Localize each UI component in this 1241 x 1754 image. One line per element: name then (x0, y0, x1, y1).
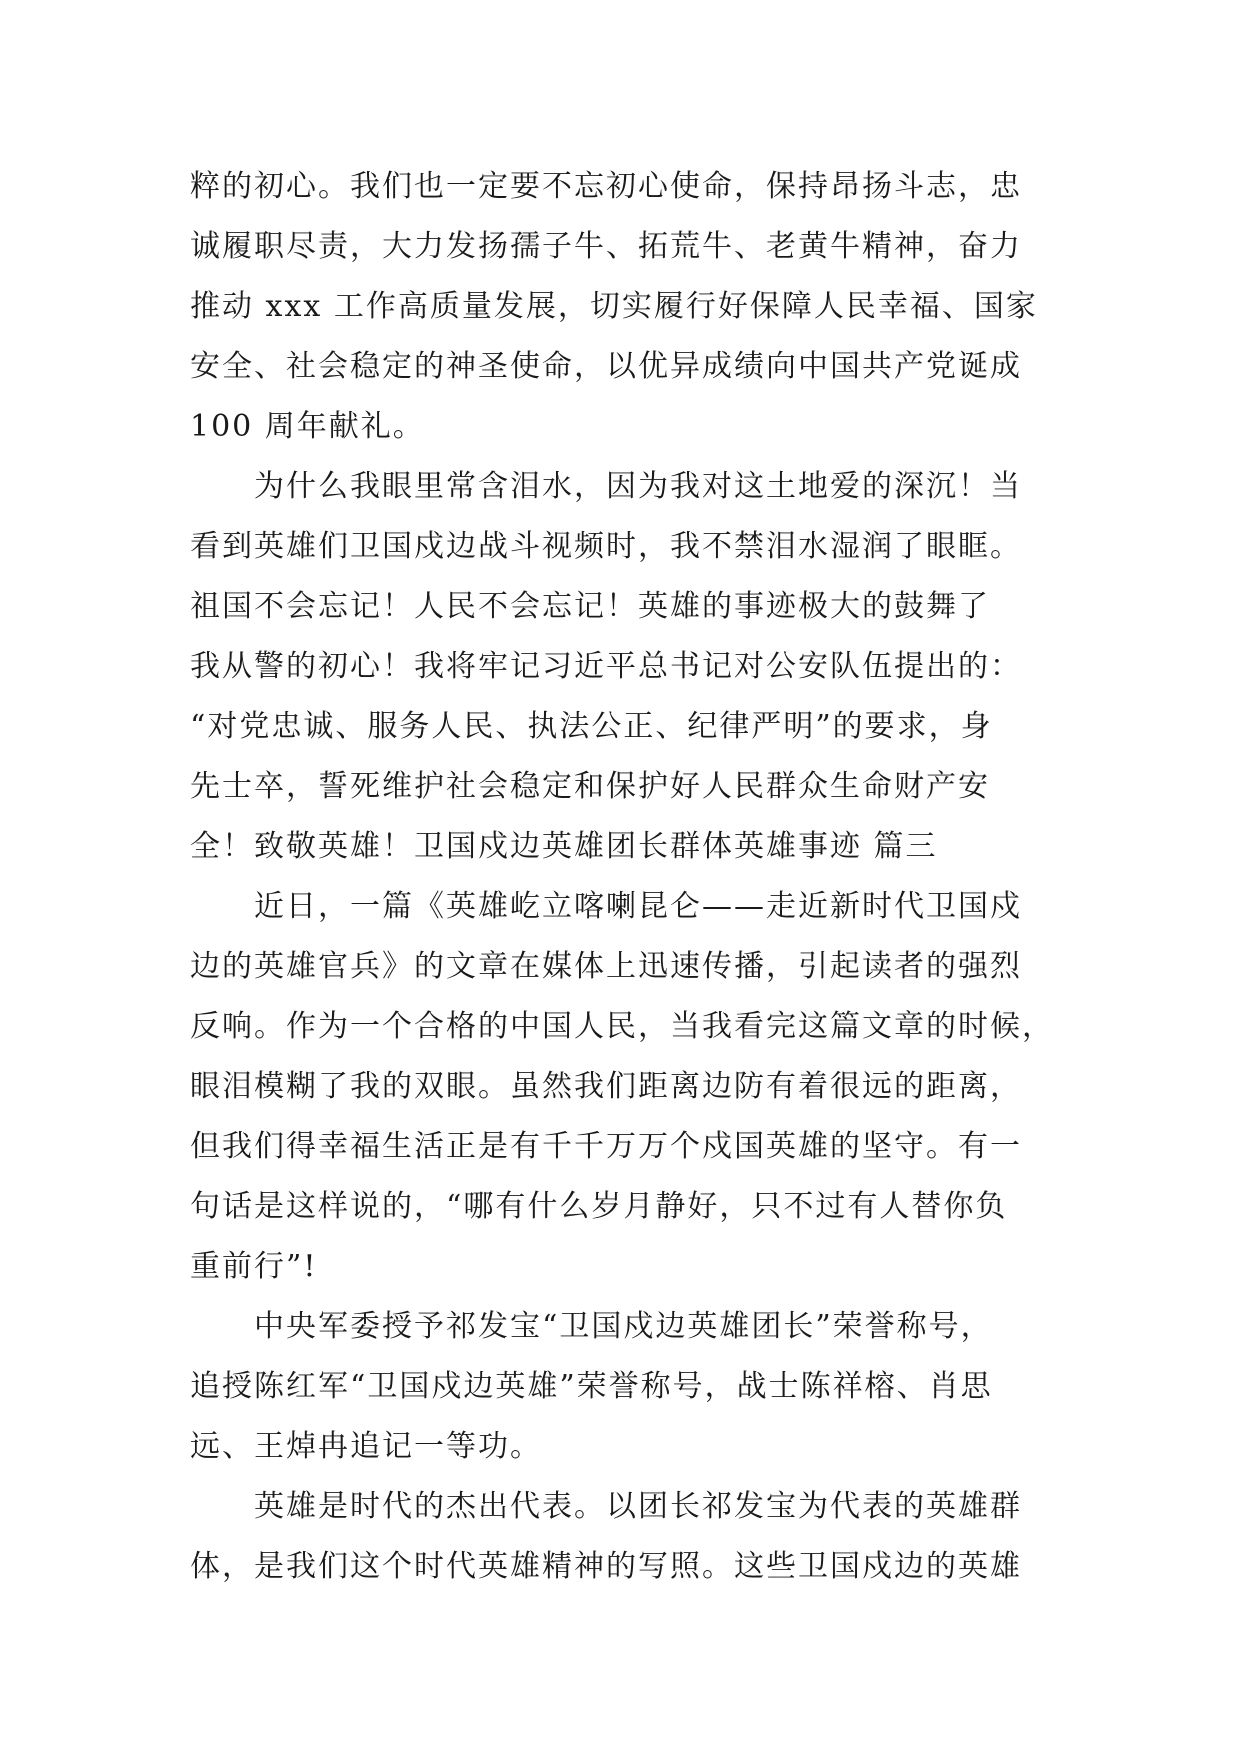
text-line: 100 周年献礼。 (190, 409, 425, 444)
text-line: 句话是这样说的，“哪有什么岁月静好，只不过有人替你负 (190, 1189, 1008, 1224)
text-line: 眼泪模糊了我的双眼。虽然我们距离边防有着很远的距离， (190, 1069, 1022, 1104)
text-line: 体，是我们这个时代英雄精神的写照。这些卫国戍边的英雄 (190, 1549, 1022, 1584)
text-line: 反响。作为一个合格的中国人民，当我看完这篇文章的时候， (190, 1009, 1054, 1044)
text-line: 远、王焯冉追记一等功。 (190, 1429, 542, 1464)
text-line: 追授陈红军“卫国戍边英雄”荣誉称号，战士陈祥榕、肖思 (190, 1369, 993, 1404)
text-line: 推动 xxx 工作高质量发展，切实履行好保障人民幸福、国家 (190, 289, 1038, 324)
text-line: 全！致敬英雄！卫国戍边英雄团长群体英雄事迹 篇三 (190, 829, 938, 864)
text-line: 中央军委授予祁发宝“卫国戍边英雄团长”荣誉称号， (254, 1309, 993, 1344)
text-line: 我从警的初心！我将牢记习近平总书记对公安队伍提出的： (190, 649, 1022, 684)
text-line: “对党忠诚、服务人民、执法公正、纪律严明”的要求，身 (190, 709, 993, 744)
text-line: 先士卒，誓死维护社会稳定和保护好人民群众生命财产安 (190, 769, 990, 804)
text-line: 边的英雄官兵》的文章在媒体上迅速传播，引起读者的强烈 (190, 949, 1022, 984)
text-line: 为什么我眼里常含泪水，因为我对这土地爱的深沉！当 (254, 469, 1022, 504)
text-line: 诚履职尽责，大力发扬孺子牛、拓荒牛、老黄牛精神，奋力 (190, 229, 1022, 264)
body-text (190, 157, 1054, 1597)
text-line: 但我们得幸福生活正是有千千万万个戍国英雄的坚守。有一 (190, 1129, 1022, 1164)
text-line: 看到英雄们卫国戍边战斗视频时，我不禁泪水湿润了眼眶。 (190, 529, 1022, 564)
text-line: 近日，一篇《英雄屹立喀喇昆仑——走近新时代卫国戍 (254, 889, 1022, 924)
text-line: 安全、社会稳定的神圣使命，以优异成绩向中国共产党诞成 (190, 349, 1022, 384)
text-line: 重前行”! (190, 1249, 318, 1284)
text-line: 粹的初心。我们也一定要不忘初心使命，保持昂扬斗志，忠 (190, 169, 1022, 204)
text-line: 祖国不会忘记！人民不会忘记！英雄的事迹极大的鼓舞了 (190, 589, 990, 624)
text-line: 英雄是时代的杰出代表。以团长祁发宝为代表的英雄群 (254, 1489, 1022, 1524)
